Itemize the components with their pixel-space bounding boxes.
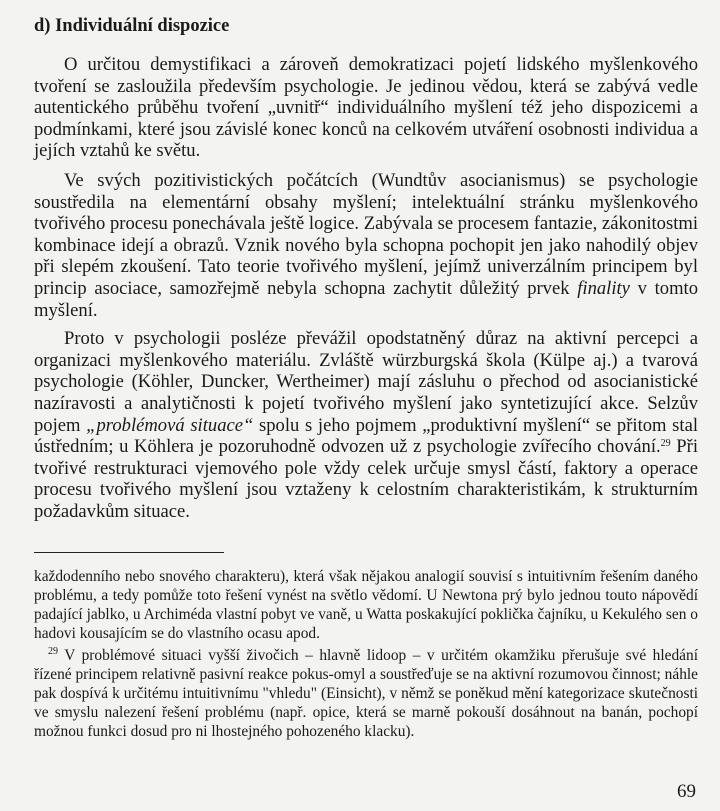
text-segment: spolu s jeho pojmem „produktivní myšlení“ se přitom stal ústředním; u Köhlera je pozoruhodně odvozen už z psychologie zvířecího chování. <box>34 414 699 458</box>
text-segment: Proto v psychologii posléze převážil opodstatněný důraz na aktivní percepci a organizaci myšlenkového materiálu. Zvláště würzburgská škola (Külpe aj.) a tvarová psychologie (Köhler, Duncker, Wertheimer) mají zásluhu o přechod od asocianistické nazíravosti a analytičnosti k pojetí tvořivého myšlení jako syntetizující akce. Selzův pojem <box>34 328 698 436</box>
footnote-divider <box>34 552 224 553</box>
footnote <box>34 646 698 741</box>
text-segment: Při tvořivé restrukturaci vjemového pole vždy celek určuje smysl částí, faktory a operace procesu tvořivého myšlení jsou vztaženy k celostním charakteristikám, k strukturním požadavkům situace. <box>34 436 698 522</box>
footnote-ref[interactable]: 29 <box>660 438 671 450</box>
paragraph <box>34 328 698 522</box>
main-text <box>34 54 698 522</box>
text-segment: v tomto myšlení. <box>34 277 698 321</box>
text-segment: O určitou demystifikaci a zároveň demokratizaci pojetí lidského myšlenkového tvoření se zasloužila především psychologie. Je jedinou vědou, která se zabývá vedle autentického průběhu tvoření „uvnitř“ individuálního myšlení též jeho dispozicemi a podmínkami, které jsou závislé konec konců na celkovém utváření osobnosti individua a jejích vztahů ke světu. <box>34 54 698 162</box>
text-segment: Ve svých pozitivistických počátcích (Wundtův asocianismus) se psychologie soustředila na elementární obsahy myšlení; intelektuální stránku myšlenkového tvořivého procesu ponechávala ještě logice. Zabývala se procesem fantazie, zákonitostmi kombinace idejí a obrazů. Vznik nového byla schopna pochopit jen jako nahodilý objev při slepém zkoušení. Tato teorie tvořivého myšlení, jejímž univerzálním principem byl princip asociace, samozřejmě nebyla schopna zachytit důležitý prvek <box>34 169 698 299</box>
footnote-continuation <box>34 567 698 643</box>
footnotes <box>34 567 698 741</box>
italic-term: „problémová situace“ <box>86 414 254 436</box>
paragraph <box>34 170 698 321</box>
text-segment: V problémové situaci vyšší živočich – hlavně lidoop – v určitém okamžiku přerušuje své hledání řízené principem relativně pasivní reakce pokus-omyl a soustřeďuje se na aktivní rozumovou činnost; náhle pak dospívá k určitému intuitivnímu "vhledu" (Einsicht), v němž se poněkud mění kategorizace skutečnosti ve smyslu nalezení řešení problému (např. opice, která se marně pokouší dosáhnout na banán, pochopí možnou funkci dosud pro ni lhostejného pohozeného klacku). <box>34 647 698 741</box>
section-heading: d) Individuální dispozice <box>34 16 230 36</box>
footnote-number: 29 <box>48 646 58 658</box>
page-number: 69 <box>677 781 696 802</box>
text-segment: každodenního nebo snového charakteru), která však nějakou analogií souvisí s intuitivním řešením daného problému, a tedy pomůže toto řešení vynést na světlo vědomí. U Newtona prý bylo jednou touto nápovědí padající jablko, u Archiméda vlastní pobyt ve vaně, u Watta poskakující poklička čajníku, u Kekulého sen o hadovi kousajícím se do vlastního ocasu apod. <box>34 568 698 643</box>
paragraph <box>34 54 698 162</box>
italic-term: finality <box>577 277 630 299</box>
